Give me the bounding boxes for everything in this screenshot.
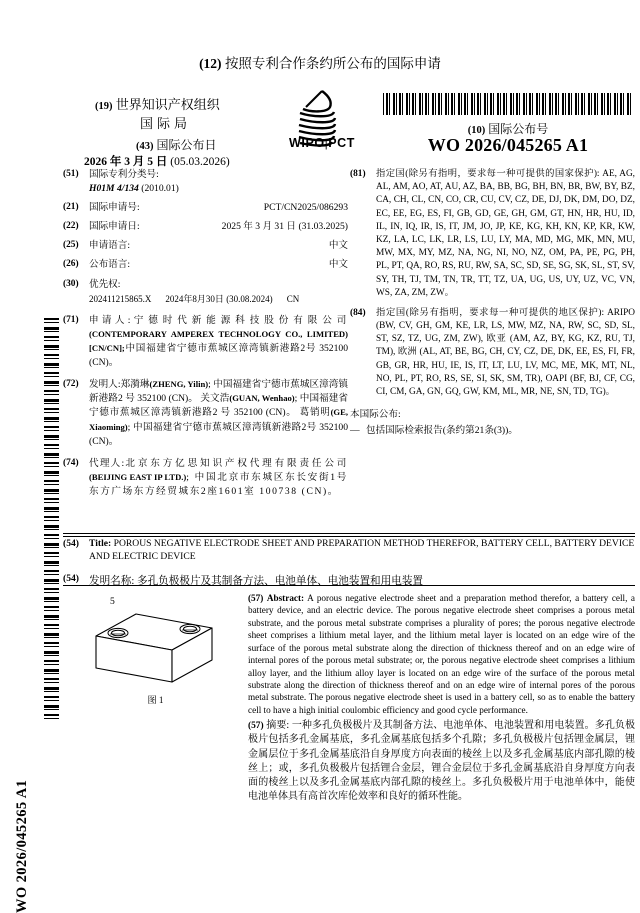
priority-date: [165, 293, 272, 306]
designated-states-value: AE, AG, AL, AM, AO, AT, AU, AZ, BA, BB, BG, BH, BN, BR, BW, BY, BZ, CA, CH, CL, CN, CO, CR, CU, CV, CZ, DE, DJ, DK, DM, DO, DZ, EC, EE, EG, ES, FI, GB, GD, GE, GH, GM, GT, HN, HR, HU, ID, IL, IN, IQ, IR, IS, IT, JM, JO, JP, KE, KG, KH, KN, KP, KR, KW, KZ, LA, LC, LK, LR, LS, LU, LY, MA, MD, MG, MK, MN, MU, MW, MX, MY, MZ, NA, NG, NI, NO, NZ, OM, PA, PE, PG, PH, PL, PT, QA, RO, RS, RU, RW, SA, SC, SD, SE, SG, SK, SL, ST, SV, SY, TH, TJ, TM, TN, TR, TT, TZ, UA, UG, US, UY, UZ, VC, VN, WS, ZA, ZM, ZW。: [376, 169, 636, 298]
applicant-nationality: [CN/CN];: [89, 343, 125, 354]
title-top-rule: [63, 533, 635, 534]
agent-name-en: (BEIJING EAST IP LTD.): [89, 471, 187, 482]
title-chinese-text: 多孔负极极片及其制备方法、电池单体、电池装置和用电装置: [136, 575, 424, 587]
field-agent-body: [89, 457, 348, 499]
field-designated-regions: [350, 307, 635, 399]
spine-publication-number: WO 2026/045265 A1: [14, 779, 30, 913]
priority-date-cn: 2024年8月30日: [165, 293, 224, 304]
inid-43: (43): [136, 141, 154, 152]
application-language-label: 申请语言:: [89, 240, 131, 252]
field-inventors-body: [89, 378, 348, 448]
publication-type-text: 按照专利合作条约所公布的国际申请: [224, 56, 441, 71]
priority-country: CN: [286, 293, 300, 304]
inid-22: (22): [63, 221, 79, 232]
agent-name-cn: 北京东方亿思知识产权代理有限责任公司: [124, 457, 348, 469]
agent-label: 代理人:: [89, 457, 125, 469]
inid-72: (72): [63, 379, 79, 390]
publication-language-label: 公布语言:: [89, 259, 131, 271]
field-agent: [63, 457, 348, 499]
abstract-english-keyword: Abstract:: [266, 593, 305, 603]
bibliographic-right-column: [350, 168, 635, 438]
field-applicant: [63, 314, 348, 370]
title-chinese-label: 发明名称:: [89, 575, 135, 587]
applicant-address: 中国福建省宁德市蕉城区漳湾镇新港路2号 352100 (CN)。: [89, 343, 348, 369]
drawing-caption: 图 1: [147, 695, 164, 705]
applicant-label: 申请人:: [89, 314, 131, 326]
inventor-name-en: (GE, Xiaoming): [89, 407, 348, 432]
abstract-chinese-label: 摘要:: [266, 720, 290, 731]
inid-19: (19): [95, 101, 113, 112]
organization-line: [95, 94, 220, 113]
inid-84: (84): [350, 307, 366, 318]
title-english-text: POROUS NEGATIVE ELECTRODE SHEET AND PREPARATION METHOD THEREFOR, BATTERY CELL, BATTERY DEVICE AND ELECTRIC DEVICE: [89, 538, 635, 562]
publication-date-label: 国际公布日: [156, 138, 217, 152]
field-application-number-body: [89, 201, 348, 215]
field-inventors: [63, 378, 348, 448]
spine-barcode: [44, 318, 59, 720]
wipo-pct-wordmark: [267, 136, 377, 150]
field-application-date: [63, 220, 348, 234]
field-priority-body: [89, 278, 348, 306]
representative-drawing: [68, 596, 243, 711]
inventor-name-cn: 郑漪琳: [120, 379, 150, 391]
ipc-label: 国际专利分类号:: [89, 169, 159, 180]
field-application-language: [63, 239, 348, 253]
publication-number-label-text: 国际公布号: [488, 122, 549, 136]
publication-language-value: 中文: [328, 259, 348, 271]
abstract-chinese: [248, 719, 635, 804]
drawing-reference-number: 5: [110, 596, 115, 607]
field-publication-language-body: [89, 258, 348, 272]
publication-note-item-text: 包括国际检索报告(条约第21条(3))。: [366, 425, 518, 437]
applicant-name-cn: 宁德时代新能源科技股份有限公司: [130, 314, 348, 326]
publication-barcode: [383, 93, 633, 115]
inid-71: (71): [63, 314, 79, 325]
abstract-english: [248, 592, 635, 716]
application-date-cn: 2025 年 3 月 31 日: [221, 221, 297, 233]
inid-25: (25): [63, 240, 79, 251]
publication-date-line: [136, 136, 217, 153]
publication-number-value: WO 2026/045265 A1: [427, 135, 589, 155]
inid-12: (12): [199, 56, 222, 71]
bibliographic-left-column: [63, 168, 348, 504]
designated-regions-value: ARIPO (BW, CV, GH, GM, KE, LR, LS, MW, MZ, NA, RW, SC, SD, SL, ST, SZ, TZ, UG, ZM, ZW), 欧亚 (AM, AZ, BY, KG, KZ, RU, TJ, TM), 欧洲 (AL, AT, BE, BG, CH, CY, CZ, DE, DK, EE, ES, FI, FR, GB, GR, HR, HU, IE, IS, IT, LT, LU, LV, MC, ME, MK, MT, NL, NO, PL, PT, RO, RS, SE, SI, SK, SM, TR), OAPI (BF, BJ, CF, CG, CI, CM, GA, GN, GQ, GW, KM, ML, MR, NE, SN, TD, TG)。: [376, 307, 635, 397]
agent-address: ; 中国北京市东城区东长安街1号东方广场东方经贸城东2座1601室 100738 (CN)。: [89, 471, 348, 497]
publication-note-item: [350, 424, 635, 438]
priority-number: 202411215865.X: [89, 293, 152, 304]
ipc-value: H01M 4/134: [89, 183, 139, 195]
field-ipc: [63, 168, 348, 196]
organization-name: 世界知识产权组织: [115, 97, 220, 112]
title-english: [63, 538, 635, 564]
inventors-label: 发明人:: [89, 379, 121, 391]
inventor-address: ; 中国福建省宁德市蕉城区漳湾镇新港路2号 352100 (CN)。: [89, 421, 348, 447]
inid-57-zh: (57): [248, 721, 264, 731]
field-designated-states-body: [376, 168, 635, 300]
title-block: [63, 538, 635, 588]
designated-regions-label: 指定国(除另有指明，要求每一种可提供的地区保护):: [376, 307, 605, 318]
wipo-text: WIPO: [288, 136, 325, 150]
title-english-keyword: Title:: [89, 538, 112, 549]
international-bureau: 国际局: [140, 116, 192, 131]
inid-26: (26): [63, 259, 79, 270]
publication-note: [350, 408, 635, 438]
publication-date-value: [84, 153, 230, 169]
publication-date-num: (05.03.2026): [170, 156, 230, 168]
field-applicant-body: [89, 314, 348, 370]
application-language-value: 中文: [328, 240, 348, 252]
field-application-language-body: [89, 239, 348, 253]
inid-57-en: (57): [248, 593, 264, 603]
application-number-label: 国际申请号:: [89, 202, 140, 214]
abstract-chinese-text: 一种多孔负极极片及其制备方法、电池单体、电池装置和用电装置。多孔负极极片包括多孔金属基底，多孔金属基底包括多个孔隙；多孔负极极片包括锂金属层，锂金属层位于多孔金属基底沿自身厚度方向表面的棱丝上以及多孔金属基底内部孔隙的棱丝上；或，多孔负极极片包括锂合金层，锂合金层位于多孔金属基底沿自身厚度方向表面的棱丝上以及多孔金属基底内部孔隙的棱丝上。多孔负极极片用于电池单体中，能使电池单体具有高首次库伦效率和良好的循环性能。: [248, 720, 636, 803]
designated-states-label: 指定国(除另有指明，要求每一种可提供的国家保护):: [376, 169, 600, 179]
inid-54-en: (54): [63, 538, 79, 549]
publication-type-heading: [0, 52, 640, 72]
inid-10: (10): [467, 125, 486, 136]
ipc-version: (2010.01): [141, 183, 179, 195]
battery-cell-drawing-icon: [90, 610, 220, 695]
inid-54-zh: (54): [63, 572, 79, 584]
inid-74: (74): [63, 457, 79, 468]
bullet-dash-icon: —: [350, 425, 360, 437]
application-date-label: 国际申请日:: [89, 221, 140, 233]
publication-note-title: 本国际公布:: [350, 409, 401, 421]
pct-text: PCT: [328, 136, 355, 150]
priority-label: 优先权:: [89, 278, 121, 290]
field-designated-regions-body: [376, 307, 635, 399]
inventor-name-en: (GUAN, Wenhao): [229, 393, 295, 404]
abstract-english-text: A porous negative electrode sheet and a preparation method therefor, a battery cell, a battery device, and an electric device. The porous negative electrode sheet comprises a porous metal substrate, and the porous metal substrate comprises a plurality of pores; the porous negative electrode sheet comprises a lithium metal layer, and the lithium metal layer is located on an edge wire of the surface of the porous metal substrate along the direction of thickness thereof and on an edge wire of internal pores of the porous metal substrate; or, the porous negative electrode sheet comprises a lithium alloy layer, and the lithium alloy layer is located on an edge wire of the surface of the porous metal substrate along the direction of thickness thereof and on an edge wire of internal pores of the porous metal substrate. The porous negative electrode sheet is used in a battery cell, so as to enable the battery cell to have a high initial coulombic efficiency and good cycle performance.: [248, 593, 635, 715]
inventor-address: ; 中国福建省宁德市蕉城区漳湾镇新港路2 号 352100 (CN)。: [89, 379, 348, 405]
field-publication-language: [63, 258, 348, 272]
application-number-value: PCT/CN2025/086293: [263, 202, 348, 214]
application-date-value: [222, 220, 348, 234]
inid-21: (21): [63, 202, 79, 213]
field-priority: [63, 278, 348, 306]
inventor-name-en: (ZHENG, Yilin): [149, 379, 209, 390]
applicant-name-en: (CONTEMPORARY AMPEREX TECHNOLOGY CO., LIMITED): [89, 328, 348, 339]
field-designated-states: [350, 168, 635, 300]
inventor-address: ; 中国福建省宁德市蕉城区漳湾镇新港路2 号 352100 (CN)。: [89, 393, 348, 419]
title-chinese: [63, 573, 635, 588]
inventor-name-cn: 关文浩: [200, 393, 230, 405]
priority-row: [89, 293, 348, 306]
wordmark-separator: |: [324, 138, 329, 150]
publication-date-cn: 2026 年 3 月 5 日: [84, 156, 168, 168]
application-date-num: (31.03.2025): [298, 221, 348, 233]
inid-51: (51): [63, 169, 79, 179]
field-application-number: [63, 201, 348, 215]
inventor-name-cn: 葛销明: [299, 407, 331, 419]
inid-81: (81): [350, 169, 366, 179]
priority-date-num: (30.08.2024): [226, 293, 273, 304]
field-ipc-body: [89, 168, 348, 196]
field-application-date-body: [89, 220, 348, 234]
inid-30: (30): [63, 278, 79, 289]
